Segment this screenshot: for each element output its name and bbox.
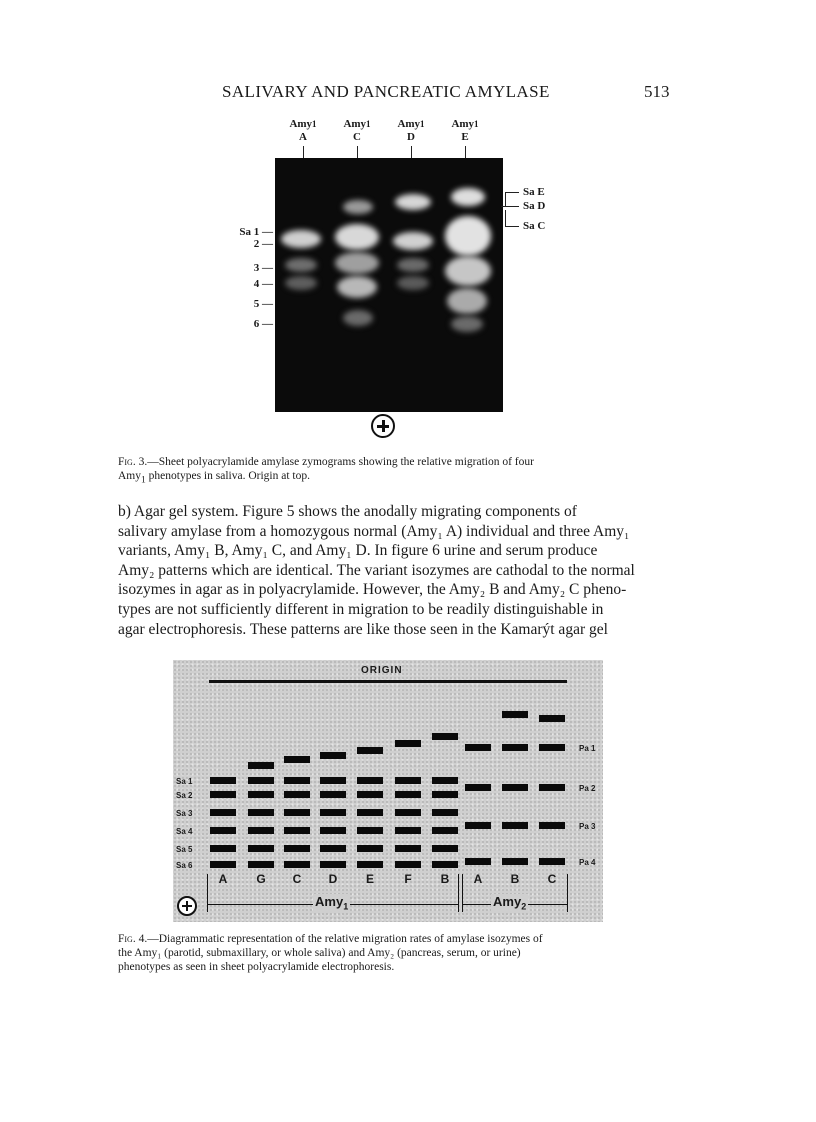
sa-marker: 4 — <box>253 278 273 290</box>
band <box>248 762 274 769</box>
band <box>502 822 528 829</box>
lane-label: Amy1 A <box>289 118 317 143</box>
origin-line <box>209 680 567 683</box>
band <box>395 827 421 834</box>
band <box>502 858 528 865</box>
column-label: F <box>404 872 412 886</box>
band <box>502 784 528 791</box>
band <box>357 861 383 868</box>
band <box>395 809 421 816</box>
band <box>539 858 565 865</box>
sa-row-label: Sa 1 <box>176 777 193 786</box>
band <box>357 747 383 754</box>
gel-band <box>335 224 379 250</box>
sa-d-label: Sa D <box>523 200 546 212</box>
band <box>284 809 310 816</box>
band <box>284 827 310 834</box>
band <box>432 809 458 816</box>
gel-band <box>447 288 487 314</box>
band <box>320 809 346 816</box>
paragraph-line: agar electrophoresis. These patterns are like those seen in the Kamarýt agar gel <box>118 620 608 638</box>
amy2-group-label: Amy$_2$ <box>493 894 527 912</box>
band <box>320 791 346 798</box>
pa-row-label: Pa 1 <box>579 744 596 753</box>
band <box>284 845 310 852</box>
column-label: D <box>328 872 338 886</box>
sa-row-label: Sa 3 <box>176 809 193 818</box>
paragraph-line: salivary amylase from a homozygous normal (Amy₁ A) individual and three Amy₁ <box>118 522 630 540</box>
sa-marker: Sa 1 — <box>239 226 273 238</box>
band <box>210 861 236 868</box>
band <box>432 845 458 852</box>
band <box>465 744 491 751</box>
anode-plus-icon <box>177 896 197 916</box>
paragraph-line: b) Agar gel system. Figure 5 shows the anodally migrating components of <box>118 503 577 520</box>
column-label: G <box>256 872 266 886</box>
band <box>320 777 346 784</box>
sa-e-label: Sa E <box>523 186 545 198</box>
band <box>248 827 274 834</box>
sa-row-label: Sa 2 <box>176 791 193 800</box>
gel-band <box>445 216 491 256</box>
running-header <box>0 82 816 104</box>
lane-labels <box>275 118 505 163</box>
bracket <box>501 206 519 207</box>
band <box>357 791 383 798</box>
pa-row-label: Pa 3 <box>579 822 596 831</box>
gel-band <box>281 230 321 248</box>
page-number: 513 <box>644 82 670 101</box>
band <box>395 845 421 852</box>
band <box>320 752 346 759</box>
band <box>284 791 310 798</box>
gel-band <box>285 258 317 272</box>
band <box>357 845 383 852</box>
sa-row-label: Sa 6 <box>176 861 193 870</box>
sa-c-label: Sa C <box>523 220 546 232</box>
gel-band <box>451 188 485 206</box>
group-divider <box>207 874 208 912</box>
band <box>432 861 458 868</box>
gel-band <box>395 194 431 210</box>
band <box>320 861 346 868</box>
pa-row-label: Pa 2 <box>579 784 596 793</box>
figure-3 <box>215 118 575 448</box>
gel-band <box>451 316 483 332</box>
band <box>284 777 310 784</box>
anode-plus-icon <box>371 414 395 438</box>
sa-marker: 3 — <box>253 262 273 274</box>
gel-band <box>335 252 379 274</box>
band <box>248 791 274 798</box>
paragraph-line: variants, Amy₁ B, Amy₁ C, and Amy₁ D. In figure 6 urine and serum produce <box>118 542 598 560</box>
gel-band <box>397 258 429 272</box>
sa-marker: 5 — <box>253 298 273 310</box>
group-divider <box>567 874 568 912</box>
amy1-group-label: Amy$_1$ <box>315 894 349 912</box>
band <box>320 827 346 834</box>
sa-row-label: Sa 5 <box>176 845 193 854</box>
band <box>357 809 383 816</box>
body-paragraph <box>118 502 668 639</box>
band <box>284 756 310 763</box>
band <box>248 861 274 868</box>
gel-band <box>397 276 429 290</box>
column-label: E <box>365 872 374 886</box>
bracket <box>505 210 514 226</box>
lane-label: Amy1 D <box>397 118 425 143</box>
sa-row-label: Sa 4 <box>176 827 193 836</box>
band <box>502 711 528 718</box>
group-divider <box>462 874 463 912</box>
band <box>395 740 421 747</box>
figure-4-caption: Fig. 4.—Diagrammatic representation of the relative migration rates of amylase isozymes of the Amy₁ (parotid, submaxillary, or whole saliva) and Amy₂ (pancreas, serum, or urine) phenotypes as seen in sheet polyacrylamide electrophoresis. <box>118 933 543 973</box>
sa-marker: 2 — <box>253 238 273 250</box>
band <box>539 715 565 722</box>
band <box>357 777 383 784</box>
column-label: A <box>218 872 228 886</box>
band <box>210 809 236 816</box>
band <box>284 861 310 868</box>
gel-band <box>343 200 373 214</box>
band <box>539 822 565 829</box>
column-label: C <box>292 872 302 886</box>
figure-3-caption: Fig. 3.—Sheet polyacrylamide amylase zymograms showing the relative migration of four Amy$_1$ phenotypes in saliva. Origin at top. <box>118 456 534 486</box>
origin-label: ORIGIN <box>361 665 403 676</box>
figure-4 <box>173 660 603 922</box>
band <box>248 845 274 852</box>
band <box>210 777 236 784</box>
band <box>248 777 274 784</box>
band <box>432 733 458 740</box>
gel-band <box>343 310 373 326</box>
band <box>432 777 458 784</box>
band <box>248 809 274 816</box>
band <box>357 827 383 834</box>
band <box>210 791 236 798</box>
band <box>465 822 491 829</box>
lane-label: Amy1 E <box>451 118 479 143</box>
band <box>320 845 346 852</box>
lane-label: Amy1 C <box>343 118 371 143</box>
band <box>432 791 458 798</box>
bracket <box>505 192 519 193</box>
column-label: C <box>547 872 557 886</box>
band <box>395 791 421 798</box>
gel-band <box>393 232 433 250</box>
band <box>539 784 565 791</box>
gel-band <box>285 276 317 290</box>
running-title: SALIVARY AND PANCREATIC AMYLASE <box>222 82 550 101</box>
bracket <box>505 192 514 206</box>
paragraph-line: types are not sufficiently different in migration to be readily distinguishable in <box>118 600 604 618</box>
column-label: B <box>510 872 520 886</box>
band <box>502 744 528 751</box>
paragraph-line: Amy₂ patterns which are identical. The variant isozymes are cathodal to the normal <box>118 561 635 579</box>
band <box>539 744 565 751</box>
gel-band <box>337 276 377 298</box>
column-label: A <box>473 872 483 886</box>
band <box>465 858 491 865</box>
column-label: B <box>440 872 450 886</box>
gel-band <box>445 256 491 286</box>
group-divider <box>458 874 459 912</box>
paragraph-line: isozymes in agar as in polyacrylamide. However, the Amy₂ B and Amy₂ C pheno- <box>118 581 627 599</box>
band <box>395 861 421 868</box>
zymogram-gel <box>275 158 503 412</box>
bracket <box>505 226 519 227</box>
pa-row-label: Pa 4 <box>579 858 596 867</box>
band <box>465 784 491 791</box>
band <box>210 827 236 834</box>
band <box>395 777 421 784</box>
band <box>210 845 236 852</box>
band <box>432 827 458 834</box>
sa-marker: 6 — <box>253 318 273 330</box>
